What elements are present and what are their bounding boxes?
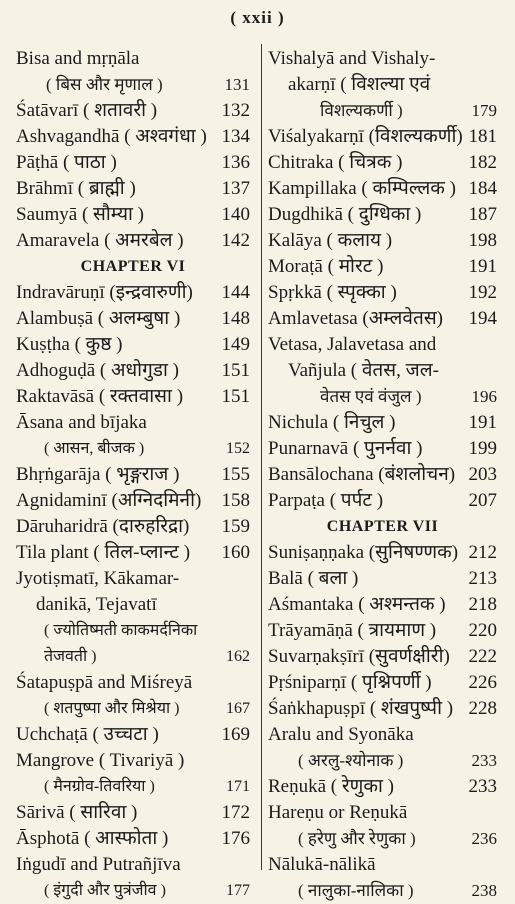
index-entry (16, 540, 250, 566)
page-ref: 177 (226, 882, 250, 899)
page-ref: 199 (468, 438, 497, 459)
index-entry (268, 332, 497, 358)
entry-text: Punarnavā ( पुनर्नवा ) (268, 438, 423, 459)
page-ref: 220 (468, 620, 497, 641)
entry-text: Raktavāsā ( रक्तवासा ) (16, 386, 184, 407)
entry-text: danikā, Tejavatī (36, 594, 157, 615)
index-entry (16, 722, 250, 748)
entry-text: Vetasa, Jalavetasa and (268, 334, 437, 355)
index-entry (16, 436, 250, 462)
index-entry (268, 722, 497, 748)
entry-text: Amaravela ( अमरबेल ) (16, 230, 184, 251)
entry-text: Vañjula ( वेतस, जल- (288, 360, 439, 381)
entry-text: akarṇī ( विशल्या एवं (288, 74, 431, 95)
entry-text: Suvarṇakṣīrī (सुवर्णक्षीरी) (268, 646, 450, 667)
page-ref: 191 (468, 256, 497, 277)
entry-text: Dugdhikā ( दुग्धिका ) (268, 204, 422, 225)
index-entry (268, 202, 497, 228)
page-ref: 172 (221, 802, 250, 823)
entry-text: Hareṇu or Reṇukā (268, 802, 408, 823)
index-entry (268, 358, 497, 384)
entry-text: Śatāvarī ( शतावरी ) (16, 100, 158, 121)
page-ref: 169 (221, 724, 250, 745)
page-ref: 194 (468, 308, 497, 329)
entry-text: Balā ( बला ) (268, 568, 359, 589)
index-entry (268, 384, 497, 410)
index-entry (268, 228, 497, 254)
entry-text: Ashvagandhā ( अश्वगंधा ) (16, 126, 207, 147)
entry-text: Chitraka ( चित्रक ) (268, 152, 403, 173)
entry-text: Adhoguḍā ( अधोगुडा ) (16, 360, 179, 381)
index-entry (16, 670, 250, 696)
index-entry (16, 410, 250, 436)
entry-text: Aśmantaka ( अश्मन्तक ) (268, 594, 446, 615)
entry-text: Iṅgudī and Putrañjīva (16, 854, 181, 875)
index-entry (16, 514, 250, 540)
entry-text: Dāruharidrā (दारुहरिद्रा) (16, 516, 190, 537)
page-ref: 140 (221, 204, 250, 225)
entry-text: Uchchaṭā ( उच्चटा ) (16, 724, 159, 745)
entry-text: Āsphotā ( आस्फोता ) (16, 828, 169, 849)
index-entry (16, 462, 250, 488)
entry-text: Mangrove ( Tivariyā ) (16, 750, 185, 771)
index-entry (16, 852, 250, 878)
page-ref: 142 (221, 230, 250, 251)
page-ref: 228 (468, 698, 497, 719)
entry-text: Moraṭā ( मोरट ) (268, 256, 384, 277)
index-entry (16, 306, 250, 332)
page-ref: 226 (468, 672, 497, 693)
index-entry (16, 228, 250, 254)
page-ref: 131 (224, 75, 250, 94)
entry-text: ( मैनग्रोव-तिवरिया ) (44, 778, 155, 795)
page-ref: 167 (226, 700, 250, 717)
index-entry (16, 800, 250, 826)
index-entry (268, 800, 497, 826)
index-entry (16, 202, 250, 228)
page-ref: 222 (468, 646, 497, 667)
entry-text: ( आसन, बीजक ) (44, 440, 145, 457)
page-ref: 137 (221, 178, 250, 199)
page-ref: 151 (221, 386, 250, 407)
page-ref: 155 (221, 464, 250, 485)
index-entry (16, 72, 250, 98)
page-ref: 151 (221, 360, 250, 381)
entry-text: Śaṅkhapuṣpī ( शंखपुष्पी ) (268, 698, 454, 719)
page-ref: 181 (468, 126, 497, 147)
entry-text: Aralu and Syonāka (268, 724, 414, 745)
index-entry (16, 358, 250, 384)
entry-text: Bhṛṅgarāja ( भृङ्गराज ) (16, 464, 180, 485)
index-entry (268, 826, 497, 852)
page-ref: 162 (226, 648, 250, 665)
index-entry (16, 878, 250, 904)
page-ref: 192 (468, 282, 497, 303)
entry-text: वेतस एवं वंजुल ) (320, 387, 422, 406)
index-entry (16, 46, 250, 72)
entry-text: Indravāruṇī (इन्द्रवारुणी) (16, 282, 193, 303)
entry-text: Suniṣaṇṇaka (सुनिषण्णक) (268, 542, 459, 563)
index-entry (16, 618, 250, 644)
index-entry (268, 670, 497, 696)
page-ref: 144 (221, 282, 250, 303)
page-ref: 160 (221, 542, 250, 563)
index-entry (268, 436, 497, 462)
page-ref: 171 (226, 778, 250, 795)
index-entry (268, 98, 497, 124)
entry-text: Agnidaminī (अग्निदमिनी) (16, 490, 202, 511)
index-entry (268, 124, 497, 150)
entry-text: Viśalyakarṇī (विशल्यकर्णी) (268, 126, 463, 147)
entry-text: Nālukā-nālikā (268, 854, 376, 875)
page-ref: 196 (471, 387, 497, 406)
page-ref: 159 (221, 516, 250, 537)
page-ref: 233 (471, 751, 497, 770)
entry-text: Āsana and bījaka (16, 412, 147, 433)
entry-text: Tila plant ( तिल-प्लान्ट ) (16, 542, 191, 563)
entry-text: ( शतपुष्पा और मिश्रेया ) (44, 700, 180, 717)
entry-text: Brāhmī ( ब्राह्मी ) (16, 178, 136, 199)
entry-text: Spṛkkā ( स्पृक्का ) (268, 282, 397, 303)
index-entry (268, 280, 497, 306)
page-ref: 149 (221, 334, 250, 355)
index-entry (268, 254, 497, 280)
index-entry (268, 852, 497, 878)
index-entry (268, 72, 497, 98)
page-ref: 238 (471, 881, 497, 900)
index-entry (16, 150, 250, 176)
index-entry (268, 540, 497, 566)
entry-text: ( हरेणु और रेणुका ) (298, 829, 416, 848)
index-entry (268, 488, 497, 514)
page-ref: 187 (468, 204, 497, 225)
index-entry (268, 878, 497, 904)
page-ref: 191 (468, 412, 497, 433)
index-entry (16, 826, 250, 852)
index-entry (16, 592, 250, 618)
entry-text: Reṇukā ( रेणुका ) (268, 776, 394, 797)
page-ref: 132 (221, 100, 250, 121)
index-entry (268, 176, 497, 202)
entry-text: Kampillaka ( कम्पिल्लक ) (268, 178, 456, 199)
page-ref: 207 (468, 490, 497, 511)
index-entry (16, 124, 250, 150)
page-ref: 176 (221, 828, 250, 849)
page-ref: 152 (226, 440, 250, 457)
entry-text: Vishalyā and Vishaly- (268, 48, 436, 69)
index-entry (16, 566, 250, 592)
index-entry (268, 592, 497, 618)
entry-text: Alambuṣā ( अलम्बुषा ) (16, 308, 181, 329)
right-column (268, 46, 497, 904)
index-entry (16, 488, 250, 514)
index-entry (268, 618, 497, 644)
page-ref: 179 (471, 101, 497, 120)
index-entry (16, 98, 250, 124)
entry-text: CHAPTER VI (80, 258, 186, 275)
index-entry (16, 176, 250, 202)
entry-text: Bansālochana (बंशलोचन) (268, 464, 456, 485)
left-column (16, 46, 250, 904)
chapter-heading (16, 254, 250, 280)
page-ref: 218 (468, 594, 497, 615)
page-ref: 158 (221, 490, 250, 511)
entry-text: विशल्यकर्णी ) (320, 101, 403, 120)
entry-text: तेजवती ) (44, 648, 97, 665)
index-entry (268, 566, 497, 592)
index-entry (268, 410, 497, 436)
index-entry (268, 150, 497, 176)
entry-text: Sārivā ( सारिवा ) (16, 802, 138, 823)
index-entry (16, 774, 250, 800)
entry-text: Jyotiṣmatī, Kākamar- (16, 568, 180, 589)
index-entry (268, 306, 497, 332)
index-entry (268, 462, 497, 488)
entry-text: Nichula ( निचुल ) (268, 412, 396, 433)
index-entry (16, 280, 250, 306)
chapter-heading (268, 514, 497, 540)
entry-text: Pāṭhā ( पाठा ) (16, 152, 117, 173)
entry-text: Amlavetasa (अम्लवेतस) (268, 308, 443, 329)
entry-text: ( इंगुदी और पुत्रंजीव ) (44, 882, 166, 899)
entry-text: Kuṣṭha ( कुष्ठ ) (16, 334, 123, 355)
index-entry (16, 696, 250, 722)
entry-text: CHAPTER VII (326, 518, 439, 535)
entry-text: ( नालुका-नालिका ) (298, 881, 414, 900)
page-ref: 134 (221, 126, 250, 147)
index-entry (16, 332, 250, 358)
page-ref: 212 (468, 542, 497, 563)
entry-text: Trāyamāṇā ( त्रायमाण ) (268, 620, 437, 641)
page-ref: 184 (468, 178, 497, 199)
index-entry (268, 46, 497, 72)
entry-text: Pṛśniparṇī ( पृश्निपर्णी ) (268, 672, 432, 693)
index-entry (268, 748, 497, 774)
page-ref: 136 (221, 152, 250, 173)
page-ref: 203 (468, 464, 497, 485)
column-divider (261, 44, 262, 870)
index-entry (16, 644, 250, 670)
page-number: ( xxii ) (230, 8, 285, 27)
index-entry (268, 644, 497, 670)
index-entry (268, 774, 497, 800)
entry-text: Śatapuṣpā and Miśreyā (16, 672, 193, 693)
page-ref: 182 (468, 152, 497, 173)
entry-text: Bisa and mṛṇāla (16, 48, 140, 69)
entry-text: Kalāya ( कलाय ) (268, 230, 393, 251)
index-entry (16, 748, 250, 774)
entry-text: ( बिस और मृणाल ) (46, 75, 163, 94)
index-entry (16, 384, 250, 410)
entry-text: ( ज्योतिष्मती काकमर्दनिका (44, 622, 198, 639)
page-ref: 213 (468, 568, 497, 589)
entry-text: Parpaṭa ( पर्पट ) (268, 490, 384, 511)
page-ref: 233 (468, 776, 497, 797)
page-ref: 148 (221, 308, 250, 329)
entry-text: ( अरलु-श्योनाक ) (298, 751, 404, 770)
index-entry (268, 696, 497, 722)
page-ref: 236 (471, 829, 497, 848)
entry-text: Saumyā ( सौम्या ) (16, 204, 144, 225)
page-ref: 198 (468, 230, 497, 251)
